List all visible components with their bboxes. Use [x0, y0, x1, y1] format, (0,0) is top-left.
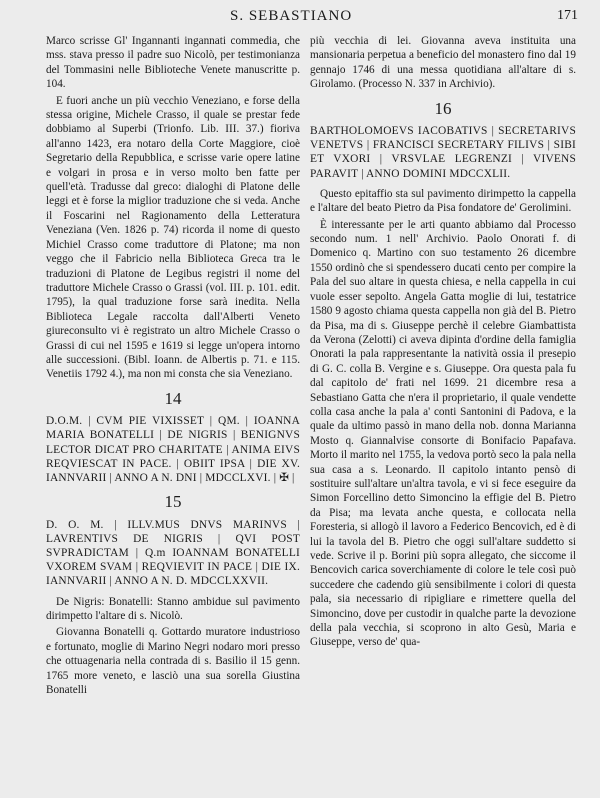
paragraph-michele-crasso: E fuori anche un più vecchio Veneziano, e forse della stessa origine, Michele Crasso, il quale se prestar fede dobbiamo al Superbi (Trionfo. Lib. III. 37.) fioriva all'anno 1423, era notaro della Corte Maggiore, cioè Segretario della Repubblica, e scrisse varie opere latine e volgari in prosa e in verso molto ben fatte per quell'età. Tradusse dal greco: dialoghi di Platone delle leggi et è forse la miglior traduzione che si veda. Anche il Foscarini nel Ragionamento della Letteratura Veneziana (Ven. 1826 p. 74) ricorda il nome di questo Michiel Crasso come traduttore di Platone; ma non veggo che il Fabricio nella Biblioteca Greca tra le traduzioni di Platone de Legibus registri il nome del traduttore Michele Crasso o Grassi (vol. III. p. 101. edit. 1795), la qual traduzione forse sarà inedita. Nella Biblioteca Legale raccolta dall'Alberti Veneto giureconsulto vi è registrato un altro Michele Crasso o Grassi di cui nel 1595 e 1619 si legge un'opera intorno alle successioni. (Bibl. Ioann. de Albertis p. 71. e 115. Venetiis 1792 4.), ma non mi consta che sia Veneziano. [46, 94, 300, 381]
left-column [46, 34, 300, 699]
paragraph-epitaph-location: Questo epitaffio sta sul pavimento dirimpetto la cappella e l'altare del beato Pietro da Pisa fondatore de' Gerolimini. [310, 187, 576, 215]
running-head [0, 6, 600, 28]
paragraph-giovanna-bonatelli: Giovanna Bonatelli q. Gottardo muratore industrioso e fortunato, moglie di Marino Negri nodaro mori presso che ottuagenaria nella contrada di s. Basilio il 15 genn. 1765 more veneto, e lasciò una sua sorella Giustina Bonatelli [46, 626, 300, 697]
inscription-15-text: D. O. M. | ILLV.MUS DNVS MARINVS | LAVRENTIVS DE NIGRIS | QVI POST SVPRADICTAM | Q.m IOANNAM BONATELLI VXOREM SVAM | REQVIEVIT IN PACE | DIE IX. IANNVARII | ANNO A N. D. MDCCLXXVII. [46, 518, 300, 588]
right-column [310, 34, 576, 652]
inscription-number-14: 14 [164, 388, 182, 408]
paragraph-de-nigris-location: De Nigris: Bonatelli: Stanno ambidue sul pavimento dirimpetto l'altare di s. Nicolò. [46, 595, 300, 622]
paragraph-continuation: più vecchia di lei. Giovanna aveva instituita una mansionaria perpetua a beneficio del monastero fino dal 19 gennajo 1746 di una messa quotidiana all'altare di s. Girolamo. (Processo N. 337 in Archivio). [310, 35, 576, 91]
inscription-14-text: D.O.M. | CVM PIE VIXISSET | QM. | IOANNA MARIA BONATELLI | DE NIGRIS | BENIGNVS LECTOR DICAT PRO CHARITATE | ANIMA EIVS REQVIESCAT IN PACE. | OBIIT IPSA | DIE XV. IANNVARII | ANNO A N. DNI | MDCCLXVI. | ✠ | [46, 415, 300, 484]
paragraph-marco-crasso: Marco scrisse Gl' Ingannanti ingannati commedia, che mss. stava presso il padre suo Nicolò, per testimonianza del Tommasini nelle Biblioteche Venete manuscritte p. 104. [46, 35, 300, 91]
page-number: 171 [557, 8, 578, 23]
inscription-16-text: BARTHOLOMOEVS IACOBATIVS | SECRETARIVS VENETVS | FRANCISCI SECRETARY FILIVS | SIBI ET VXORI | VRSVLAE LEGRENZI | VIVENS PARAVIT | ANNO DOMINI MDCCXLII. [310, 125, 576, 180]
inscription-number-15: 15 [164, 492, 182, 512]
inscription-number-16: 16 [434, 98, 452, 118]
paragraph-onorati-pala: È interessante per le arti quanto abbiamo dal Processo secondo num. 1 nell' Archivio. Paolo Onorati f. di Domenico q. Martino con suo testamento 26 dicembre 1550 ordinò che si spendessero ducati cento per compire la Pala del suo altare in questa chiesa, e nella cappella in cui vuole esser sepolto. Angela Gatta moglie di lui, testatrice 1580 9 agosto chiama questa cappella non già del B. Pietro da Pisa, ma di s. Giuseppe perchè il celebre Giambattista da Verona (Zelotti) ci aveva dipinta d'ordine della famiglia Onorati la pala rappresentante la natività ossia il presepio di G. C. colla B. Vergine e s. Giuseppe. Ora questa pala fu dal capitolo de' frati nel 1699. 21 dicembre resa a Sebastiano Gatta che n'era il proprietario, il quale vendette colla casa anche la pala a' conti Santonini di Padova, e la quale da ultimo passò in mano della nob. donna Marianna Mosto q. Giannalvise consorte di Bonifacio Papafava. Morto il marito nel 1755, la vedova portò seco la pala nella sua casa a s. Leonardo. Il capitolo intanto pensò di sostituire sull'altare un'altra tavola, e vi si fece eseguire da Simon Forcellino detto Simoncino la effigie del B. Pietro da Pisa; ma levata anche questa, e collocata nella Foresteria, si allogò il lavoro a Federico Bencovich, ed è di lui la tavola del B. Pietro che oggi sull'altare suddetto si vede. Scrive il p. Borini più sopra allegato, che siccome il Bencovich carica soverchiamente di colore le tele così può succedere che cadendo giù sensibilmente i colori di questa pala, sia necessario di ripigliare e rimettere quella del Simoncino, dove per custodir in qualche parte la devozione della pala vecchia, si scoprono in alto Gesù, Maria e Giuseppe, verso de' qua- [310, 218, 576, 649]
running-title: S. SEBASTIANO [230, 8, 353, 24]
